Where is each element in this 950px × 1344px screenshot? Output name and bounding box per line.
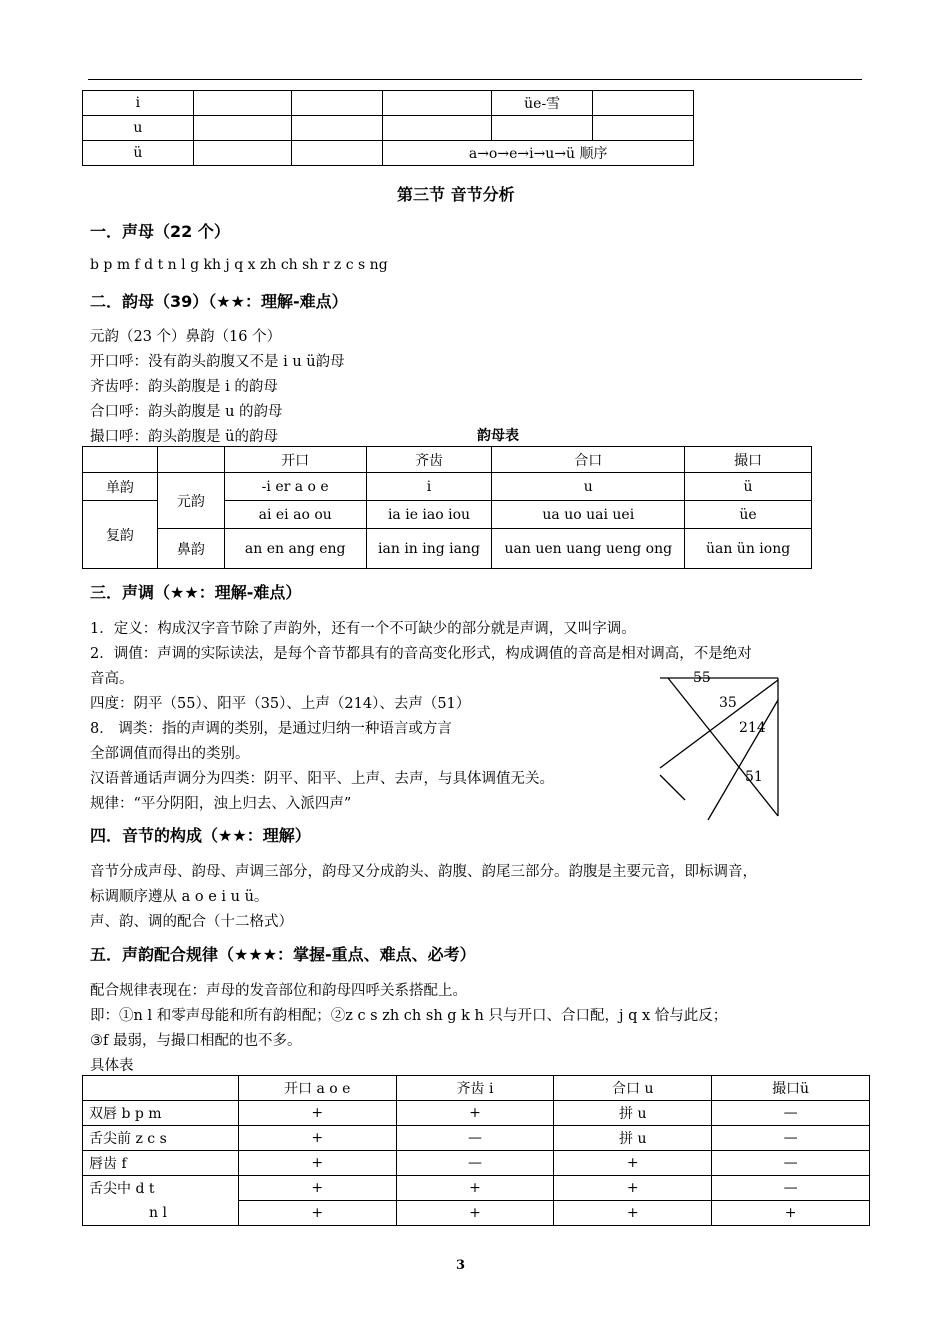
top-table <box>82 90 694 166</box>
page-number: 3 <box>456 1258 466 1273</box>
text-line: 合口呼：韵头韵腹是 u 的韵母 <box>90 404 283 420</box>
table-row: 舌尖前 z c s + — 拼 u — <box>83 1126 870 1151</box>
text-line: 音节分成声母、韵母、声调三部分，韵母又分成韵头、韵腹、韵尾三部分。韵腹是主要元音，即标调音， <box>90 864 757 880</box>
table-row: 开口 齐齿 合口 撮口 <box>83 447 812 473</box>
header-rule <box>88 79 862 80</box>
text-line: 开口呼：没有韵头韵腹又不是 i u ü韵母 <box>90 354 345 370</box>
table-title: 韵母表 <box>477 428 519 444</box>
text-line: 音高。 <box>90 671 134 687</box>
tone-label-214: 214 <box>739 720 766 736</box>
text-line: 撮口呼：韵头韵腹是 ü的韵母 <box>90 429 278 445</box>
finals-table <box>82 446 812 569</box>
text-line: 具体表 <box>90 1058 134 1074</box>
text-line: 齐齿呼：韵头韵腹是 i 的韵母 <box>90 379 278 395</box>
section-title: 第三节 音节分析 <box>397 185 515 204</box>
text-line: 全部调值而得出的类别。 <box>90 746 250 762</box>
text-line: 8． 调类：指的声调的类别，是通过归纳一种语言或方言 <box>90 721 452 737</box>
table-row: 唇齿 f + — + — <box>83 1151 870 1176</box>
text-line: 标调顺序遵从 a o e i u ü。 <box>90 889 269 905</box>
table-row: 开口 a o e 齐齿 i 合口 u 撮口ü <box>83 1076 870 1101</box>
text-line: 规律：“平分阴阳，浊上归去、入派四声” <box>90 796 352 812</box>
text-line: ③f 最弱，与撮口相配的也不多。 <box>90 1033 302 1049</box>
tone-label-35: 35 <box>719 695 737 711</box>
text-line: 2．调值：声调的实际读法，是每个音节都具有的音高变化形式，构成调值的音高是相对调高，不是绝对 <box>90 646 752 662</box>
section-heading-1: 一．声母（22 个） <box>90 222 230 241</box>
section-heading-5: 五．声韵配合规律（★★★：掌握-重点、难点、必考） <box>90 945 476 964</box>
text-line: 即：①n l 和零声母能和所有韵相配；②z c s zh ch sh g k h 只与开口、合口配，j q x 恰与此反； <box>90 1008 728 1024</box>
initials-list: b p m f d t n l g kh j q x zh ch sh r z c s ng <box>90 257 388 273</box>
combination-table <box>82 1075 870 1226</box>
text-line: 声、韵、调的配合（十二格式） <box>90 914 293 930</box>
text-line: 汉语普通话声调分为四类：阴平、阳平、上声、去声，与具体调值无关。 <box>90 771 554 787</box>
tone-diagram <box>650 668 790 828</box>
table-row: n l + + + + <box>83 1201 870 1226</box>
table-row: u <box>83 116 694 141</box>
tone-line-214-a <box>660 775 685 800</box>
text-line: 元韵（23 个）鼻韵（16 个） <box>90 329 282 345</box>
table-row: 单韵 元韵 -i er a o e i u ü <box>83 473 812 501</box>
text-line: 配合规律表现在：声母的发音部位和韵母四呼关系搭配上。 <box>90 983 467 999</box>
table-row: i üe-雪 <box>83 91 694 116</box>
text-line: 四度：阴平（55）、阳平（35）、上声（214）、去声（51） <box>90 696 471 712</box>
tone-label-51: 51 <box>745 769 763 785</box>
table-row: 舌尖中 d t + + + — <box>83 1176 870 1201</box>
table-row: ü a→o→e→i→u→ü 顺序 <box>83 141 694 166</box>
table-row: 鼻韵 an en ang eng ian in ing iang uan uen uang ueng ong üan ün iong <box>83 529 812 569</box>
table-row: 复韵 ai ei ao ou ia ie iao iou ua uo uai uei üe <box>83 501 812 529</box>
section-heading-4: 四．音节的构成（★★：理解） <box>90 826 311 845</box>
tone-label-55: 55 <box>693 670 711 686</box>
section-heading-2: 二．韵母（39）（★★：理解-难点） <box>90 292 348 311</box>
text-line: 1．定义：构成汉字音节除了声韵外，还有一个不可缺少的部分就是声调，又叫字调。 <box>90 621 636 637</box>
section-heading-3: 三．声调（★★：理解-难点） <box>90 583 302 602</box>
table-row: 双唇 b p m + + 拼 u — <box>83 1101 870 1126</box>
